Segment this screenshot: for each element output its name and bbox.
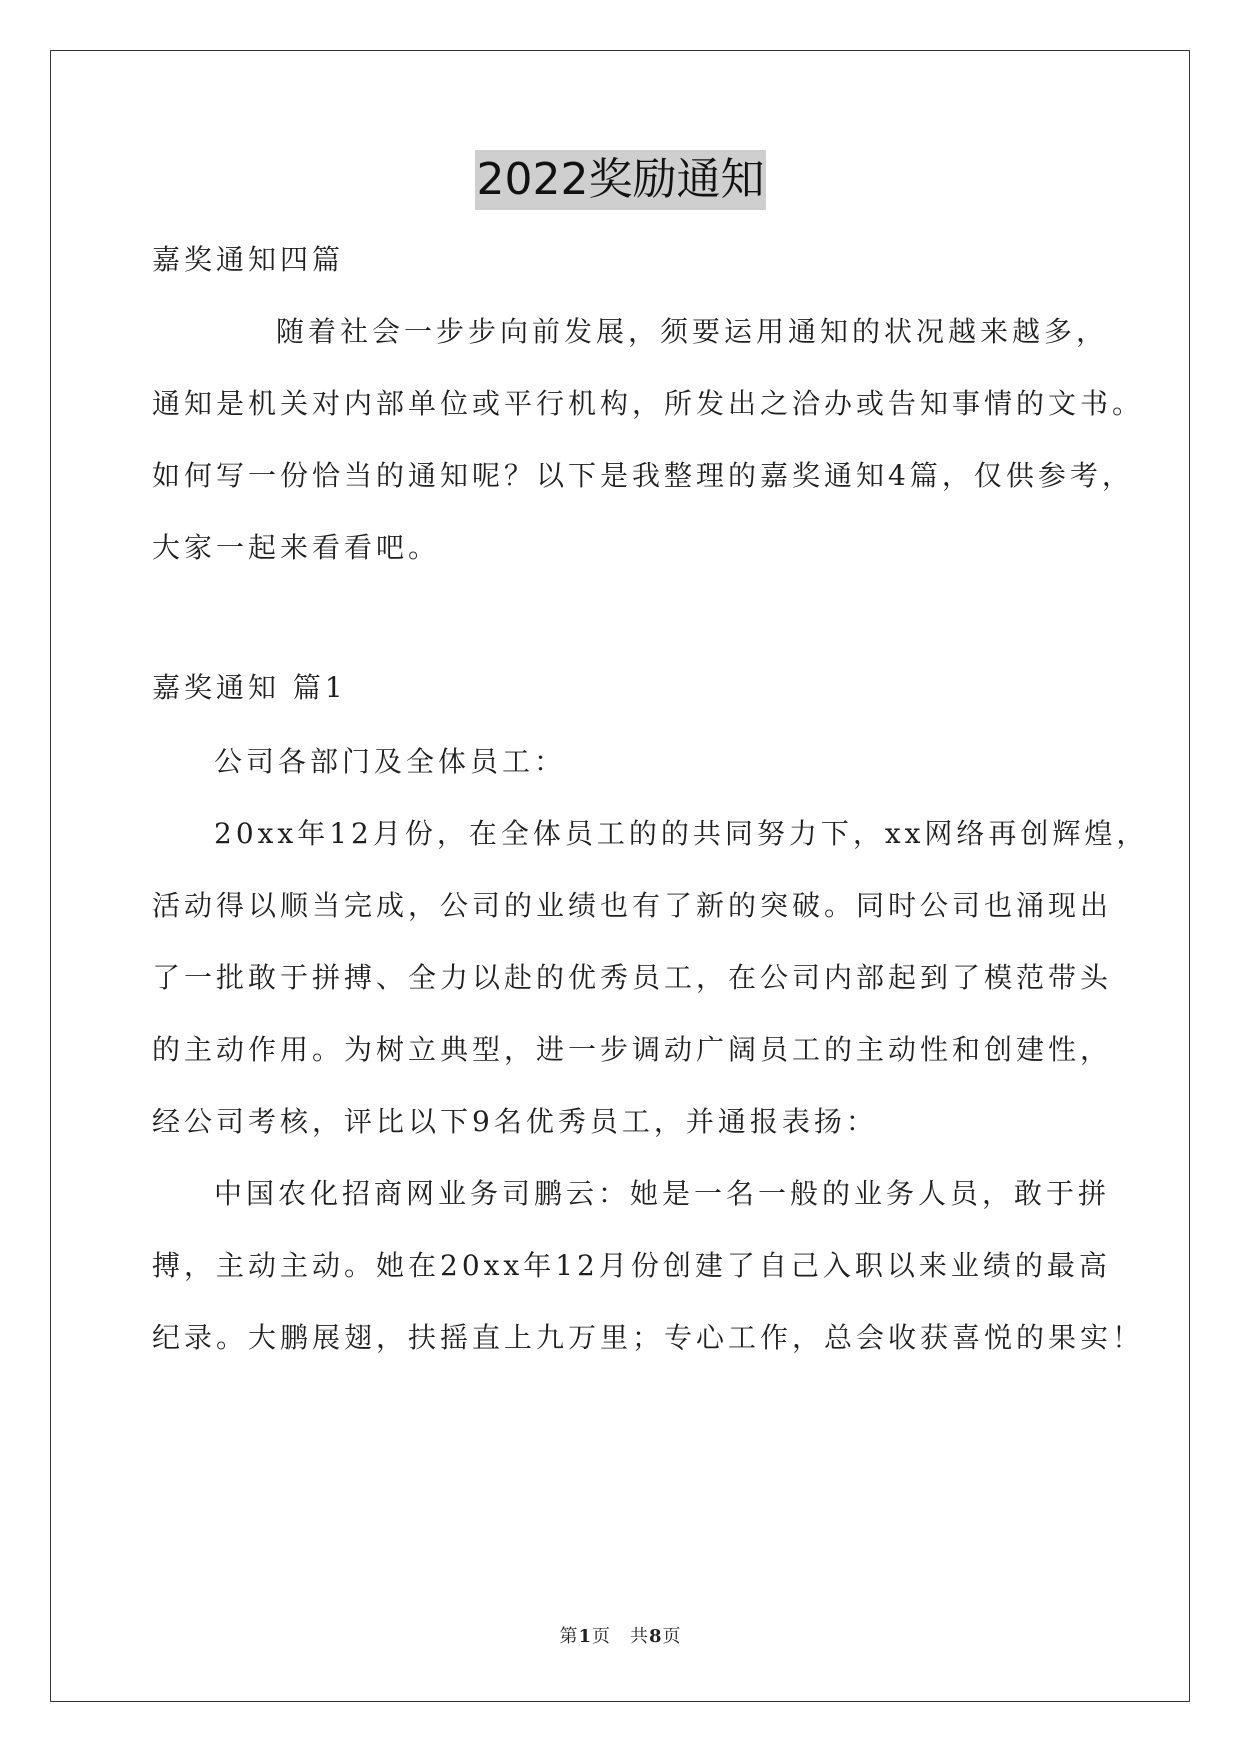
page-prefix: 第 [559, 1626, 579, 1647]
paragraph-line: 了一批敢于拼搏、全力以赴的优秀员工，在公司内部起到了模范带头 [152, 961, 1113, 994]
intro-line: 如何写一份恰当的通知呢？以下是我整理的嘉奖通知4篇，仅供参考， [152, 459, 1134, 492]
intro-line: 大家一起来看看吧。 [152, 531, 441, 564]
document-subtitle: 嘉奖通知四篇 [152, 243, 345, 276]
paragraph-line: 20xx年12月份，在全体员工的的共同努力下，xx网络再创辉煌， [214, 817, 1149, 850]
paragraph-line: 经公司考核，评比以下9名优秀员工，并通报表扬： [152, 1105, 878, 1138]
paragraph-line: 的主动作用。为树立典型，进一步调动广阔员工的主动性和创建性， [152, 1033, 1113, 1066]
paragraph-line: 活动得以顺当完成，公司的业绩也有了新的突破。同时公司也涌现出 [152, 889, 1113, 922]
page-suffix: 页 [662, 1626, 682, 1647]
salutation: 公司各部门及全体员工： [214, 745, 567, 778]
page-border [50, 50, 1190, 1702]
paragraph-line: 搏，主动主动。她在20xx年12月份创建了自己入职以来业绩的最高 [152, 1249, 1111, 1282]
page-footer [0, 1622, 1241, 1648]
page-total: 8 [649, 1626, 663, 1647]
title-wrap [0, 150, 1241, 210]
document-title: 2022奖励通知 [475, 150, 767, 210]
intro-line: 随着社会一步步向前发展，须要运用通知的状况越来越多， [276, 315, 1109, 348]
page-mid: 页 共 [592, 1626, 649, 1647]
paragraph-line: 纪录。大鹏展翅，扶摇直上九万里；专心工作，总会收获喜悦的果实！ [152, 1321, 1145, 1354]
section-heading: 嘉奖通知 篇1 [152, 671, 347, 704]
paragraph-line: 中国农化招商网业务司鹏云：她是一名一般的业务人员，敢于拼 [214, 1177, 1111, 1210]
intro-line: 通知是机关对内部单位或平行机构，所发出之洽办或告知事情的文书。 [152, 387, 1145, 420]
page-current: 1 [578, 1626, 592, 1647]
